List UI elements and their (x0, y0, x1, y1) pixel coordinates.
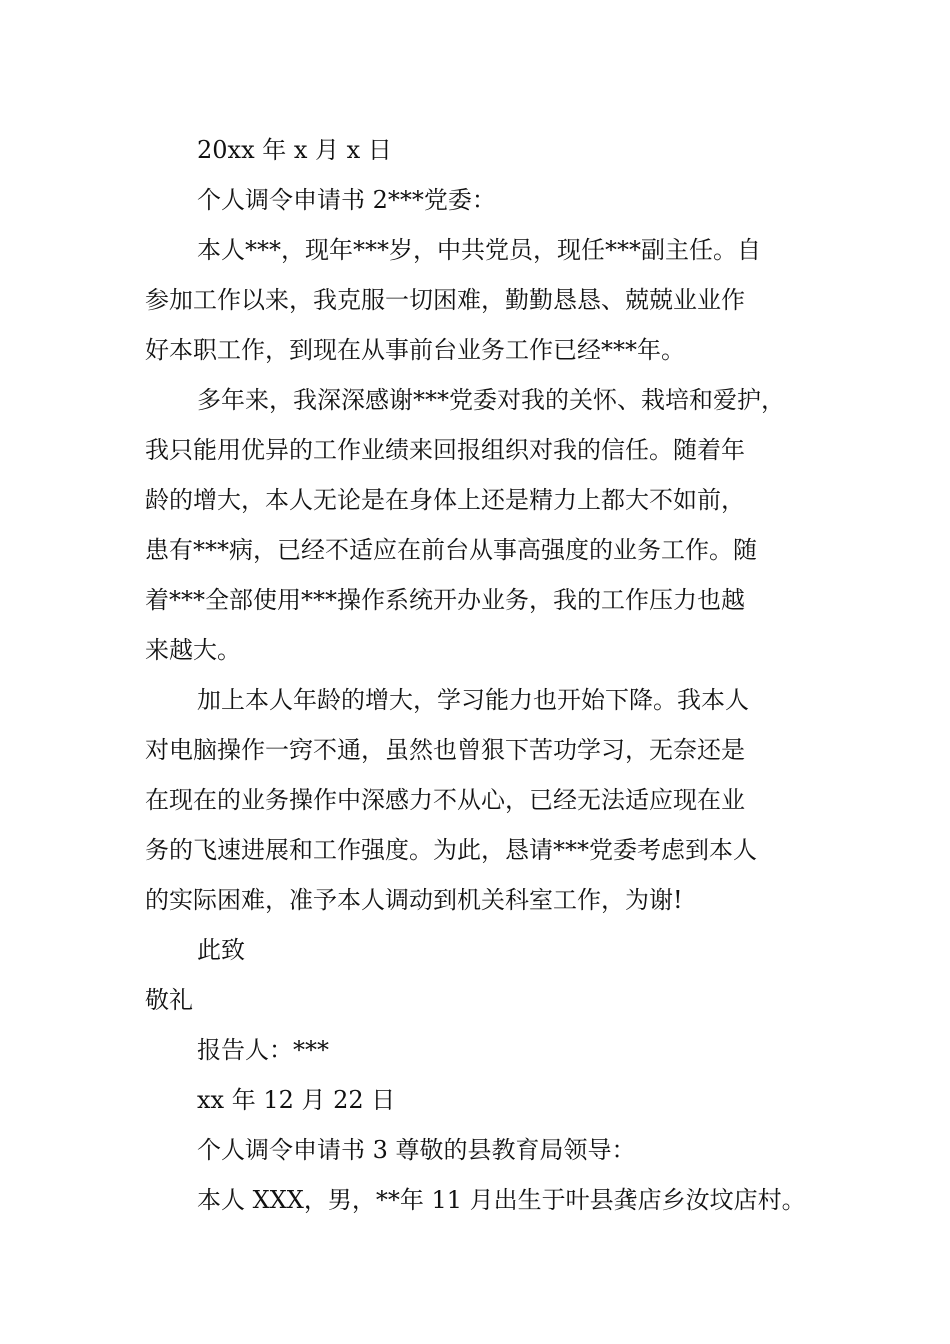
document-line: 务的飞速进展和工作强度。为此，恳请***党委考虑到本人 (145, 836, 757, 864)
document-line: 好本职工作，到现在从事前台业务工作已经***年。 (145, 336, 685, 364)
document-body (145, 125, 825, 1225)
document-line: 敬礼 (145, 986, 193, 1014)
document-line: 的实际困难，准予本人调动到机关科室工作，为谢! (145, 886, 683, 914)
document-line: 在现在的业务操作中深感力不从心，已经无法适应现在业 (145, 786, 745, 814)
document-line: 个人调令申请书 2***党委： (197, 186, 496, 214)
document-line: 我只能用优异的工作业绩来回报组织对我的信任。随着年 (145, 436, 745, 464)
document-line: 龄的增大，本人无论是在身体上还是精力上都大不如前， (145, 486, 745, 514)
document-line: 本人 XXX，男，**年 11 月出生于叶县龚店乡汝坟店村。 (197, 1186, 806, 1214)
document-line: 此致 (197, 936, 245, 964)
document-line: 个人调令申请书 3 尊敬的县教育局领导： (197, 1136, 636, 1164)
document-line: 多年来，我深深感谢***党委对我的关怀、栽培和爱护， (197, 386, 785, 414)
document-line: 患有***病，已经不适应在前台从事高强度的业务工作。随 (145, 536, 757, 564)
document-line: 参加工作以来，我克服一切困难，勤勤恳恳、兢兢业业作 (145, 286, 745, 314)
document-line: 着***全部使用***操作系统开办业务，我的工作压力也越 (145, 586, 745, 614)
document-line: xx 年 12 月 22 日 (197, 1086, 396, 1114)
document-line: 来越大。 (145, 636, 241, 664)
document-line: 本人***，现年***岁，中共党员，现任***副主任。自 (197, 236, 761, 264)
document-line: 对电脑操作一窍不通，虽然也曾狠下苦功学习，无奈还是 (145, 736, 745, 764)
document-line: 加上本人年龄的增大，学习能力也开始下降。我本人 (197, 686, 749, 714)
document-line: 报告人：*** (197, 1036, 329, 1064)
document-line: 20xx 年 x 月 x 日 (197, 136, 392, 164)
